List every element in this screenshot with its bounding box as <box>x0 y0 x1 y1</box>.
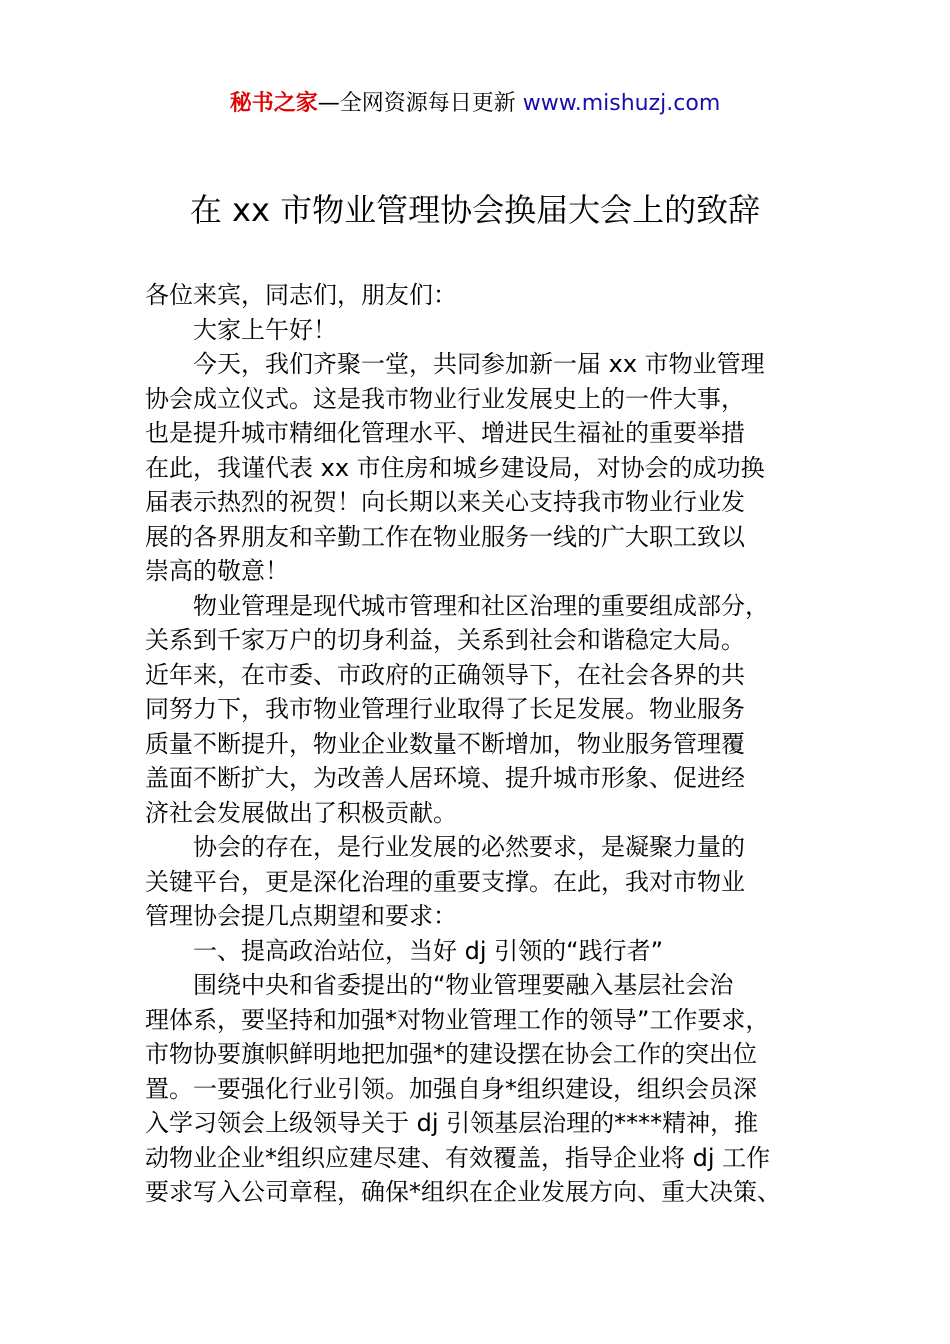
site-brand: 秘书之家 <box>229 91 318 116</box>
paragraph-line: 今天，我们齐聚一堂，共同参加新一届 xx 市物业管理 <box>193 350 765 378</box>
document-title: 在 xx 市物业管理协会换届大会上的致辞 <box>189 191 761 229</box>
paragraph-line: 关系到千家万户的切身利益，关系到社会和谐稳定大局。 <box>145 626 745 654</box>
paragraph-line: 展的各界朋友和辛勤工作在物业服务一线的广大职工致以 <box>145 522 745 551</box>
paragraph-line: 协会的存在，是行业发展的必然要求，是凝聚力量的 <box>193 833 745 861</box>
paragraph-line: 市物协要旗帜鲜明地把加强*的建设摆在协会工作的突出位 <box>145 1040 757 1068</box>
site-tagline: —全网资源每日更新 <box>317 91 523 116</box>
paragraph-line: 同努力下，我市物业管理行业取得了长足发展。物业服务 <box>145 695 745 723</box>
paragraph-line: 入学习领会上级领导关于 dj 引领基层治理的****精神，推 <box>145 1109 759 1137</box>
paragraph-line: 围绕中央和省委提出的“物业管理要融入基层社会治 <box>193 971 734 999</box>
section-heading: 一、提高政治站位，当好 dj 引领的“践行者” <box>193 936 664 965</box>
paragraph-line: 也是提升城市精细化管理水平、增进民生福祉的重要举措 <box>145 419 745 447</box>
greeting-line: 大家上午好！ <box>193 315 337 344</box>
paragraph-line: 置。一要强化行业引领。加强自身*组织建设，组织会员深 <box>145 1074 757 1103</box>
paragraph-line: 管理协会提几点期望和要求： <box>145 902 457 930</box>
paragraph-line: 动物业企业*组织应建尽建、有效覆盖，指导企业将 dj 工作 <box>145 1143 771 1172</box>
paragraph-line: 近年来，在市委、市政府的正确领导下，在社会各界的共 <box>145 660 745 689</box>
paragraph-line: 届表示热烈的祝贺！向长期以来关心支持我市物业行业发 <box>145 488 745 516</box>
paragraph-line: 在此，我谨代表 xx 市住房和城乡建设局，对协会的成功换 <box>145 453 765 482</box>
paragraph-line: 理体系，要坚持和加强*对物业管理工作的领导”工作要求， <box>145 1005 770 1034</box>
paragraph-line: 济社会发展做出了积极贡献。 <box>145 798 457 827</box>
paragraph-line: 协会成立仪式。这是我市物业行业发展史上的一件大事， <box>145 384 745 413</box>
paragraph-line: 质量不断提升，物业企业数量不断增加，物业服务管理覆 <box>145 729 745 758</box>
site-url-link[interactable]: www.mishuzj.com <box>522 91 721 116</box>
salutation-line: 各位来宾，同志们，朋友们： <box>145 281 457 309</box>
paragraph-line: 物业管理是现代城市管理和社区治理的重要组成部分， <box>193 591 769 620</box>
paragraph-line: 崇高的敬意！ <box>145 557 289 585</box>
document-body <box>145 278 835 1210</box>
paragraph-line: 关键平台，更是深化治理的重要支撑。在此，我对市物业 <box>145 867 745 896</box>
paragraph-line: 要求写入公司章程，确保*组织在企业发展方向、重大决策、 <box>145 1178 781 1206</box>
paragraph-line: 盖面不断扩大，为改善人居环境、提升城市形象、促进经 <box>145 764 745 792</box>
site-header <box>0 88 950 120</box>
